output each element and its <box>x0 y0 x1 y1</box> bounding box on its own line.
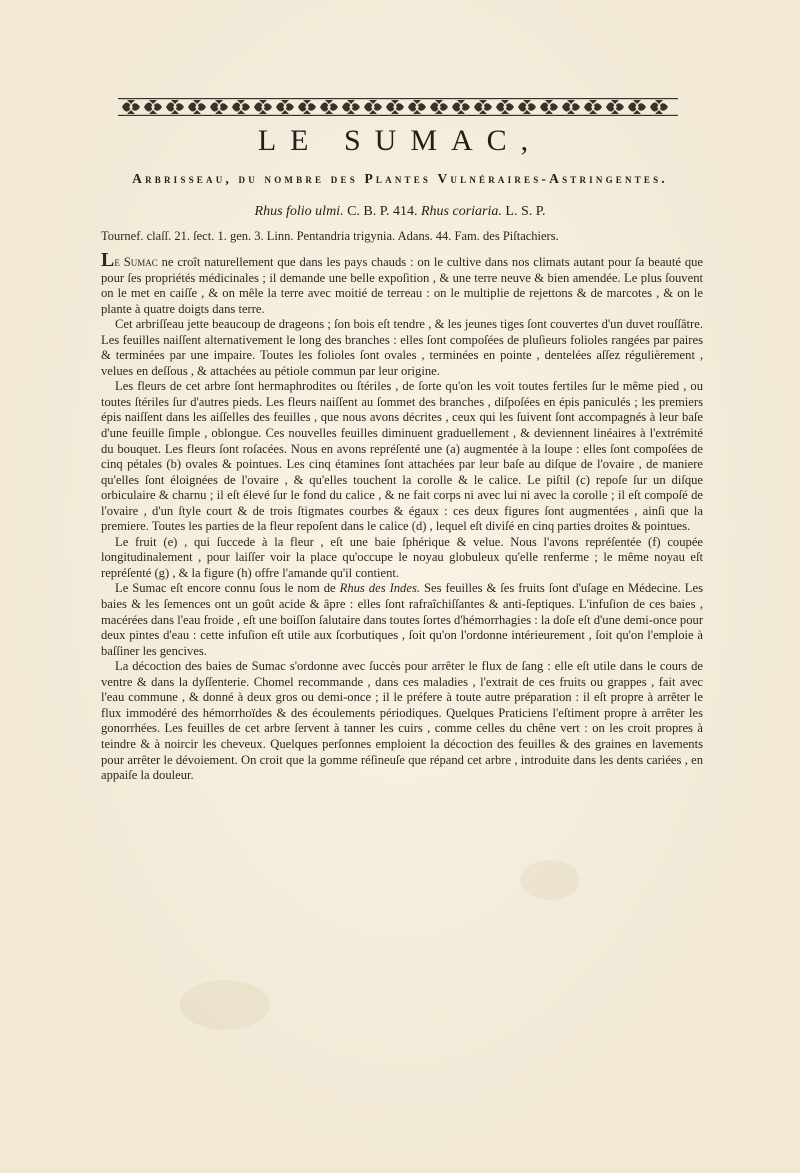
paragraph-text: Le Sumac eſt encore connu ſous le nom de <box>115 581 340 596</box>
paragraph-text: Ses feuilles & ſes fruits ſont d'uſage en Médecine. Les baies & les ſemences ont un goût acide & âpre : elles ſont rafraîchiſſantes & anti-ſeptiques. L'infuſion de ces baies , macérées dans l'eau froide , eſt une boiſſon ſalutaire dans toutes ſortes d'hémorrhagies : la doſe eſt d'une demi-once pour deux pintes d'eau : cette infuſion eſt utile aux ſcorbutiques , ſoit qu'on l'ordonne intérieurement , ſoit qu'on l'emploie à baſſiner les gencives. <box>101 581 704 658</box>
article-body <box>101 249 704 784</box>
paragraph <box>101 581 703 659</box>
page-title: LE SUMAC, <box>257 124 543 157</box>
paper-stain <box>520 860 580 900</box>
paragraph: Le fruit (e) , qui ſuccede à la fleur , eſt une baie ſphérique & velue. Nous l'avons repréſentée (f) coupée longitudinalement , pour laiſſer voir la place qu'occupe le noyau globuleux qu'elle renferme ; le même noyau eſt repréſenté (g) , & la figure (h) offre l'amande qu'il contient. <box>101 534 703 580</box>
synonym-name: Rhus folio ulmi. <box>254 204 344 219</box>
paragraph-text: ne croît naturellement que dans les pays chauds : on le cultive dans nos climats autant pour ſa beauté que pour ſes propriétés médicinales ; il demande une belle expoſition , & une terre neuve & bien amendée. Le plus ſouvent on le met en caiſſe , & on mêle la terre avec moitié de terreau : on le multiplie de rejettons & de marcotes , & on le plante à quatre doigts dans terre. <box>101 255 703 316</box>
paragraph <box>101 249 703 317</box>
synonym-reference: L. S. P. <box>501 204 546 219</box>
synonym-reference: C. B. P. 414. <box>343 204 421 219</box>
page-subtitle: Arbrisseau, du nombre des Plantes Vulnéraires-Astringentes. <box>132 171 668 186</box>
plant-name: e Sumac <box>114 255 158 269</box>
fleuron-band-ornament <box>118 96 678 118</box>
synonym-name: Rhus coriaria. <box>421 204 502 219</box>
plant-alt-name: Rhus des Indes. <box>339 581 420 596</box>
paragraph: Les fleurs de cet arbre ſont hermaphrodites ou ſtériles , de ſorte qu'on les voit toutes fertiles ſur le même pied , ou toutes ſtériles ſur d'autres pieds. Les fleurs naiſſent au ſommet des branches , diſpoſées en épis paniculés ; les premiers épis naiſſent dans les aiſſelles des feuilles , que nous avons décrites , ceux qui les ſuivent ſont accompagnés à leur baſe d'une feuille ſimple , oblongue. Ces nouvelles feuilles diminuent graduellement , & deviennent linéaires à l'extrémité du bouquet. Les fleurs ſont roſacées. Nous en avons repréſenté une (a) augmentée à la loupe : elles ſont compoſées de cinq pétales (b) ovales & pointues. Les cinq étamines ſont attachées par leur baſe au diſque de l'ovaire , de maniere qu'elles ſont éloignées de l'ovaire , & qu'elles touchent la corolle & le calice. Le piſtil (c) repoſe ſur un diſque orbiculaire & charnu ; il eſt élevé ſur le fond du calice , & ne fait corps ni avec lui ni avec la corolle ; il eſt compoſé de l'ovaire , d'un ſtyle court & de trois ſtigmates courbes & égaux : ces deux figures ſont augmentées , ainſi que la premiere. Toutes les parties de la fleur repoſent dans le calice (d) , lequel eſt diviſé en cinq parties droites & pointues. <box>101 379 703 534</box>
botanical-synonyms <box>0 204 800 220</box>
paragraph: La décoction des baies de Sumac s'ordonne avec ſuccès pour arrêter le flux de ſang : elle eſt utile dans le cours de ventre & dans la dyſſenterie. Chomel recommande , dans ces maladies , l'extrait de ces fruits ou grappes , fait avec l'eau commune , & donné à deux gros ou demi-once ; il le préfere à toute autre préparation : il eſt propre à arrêter le flux immodéré des hémorrhoïdes & des écoulements périodiques. Quelques Praticiens l'eſtiment propre à arrêter les gonorrhées. Les feuilles de cet arbre ſervent à tanner les cuirs , comme celles du chêne vert : on les croit propres à teindre & à noircir les cheveux. Quelques perſonnes emploient la décoction des feuilles & des graines en lavements pour arrêter le dévoiement. On croit que la gomme réſineuſe que répand cet arbre , introduite dans les dents cariées , en appaiſe la douleur. <box>101 659 703 783</box>
classification-line: Tournef. claſſ. 21. ſect. 1. gen. 3. Linn. Pentandria trigynia. Adans. 44. Fam. des Piſtachiers. <box>101 229 559 243</box>
drop-cap: L <box>101 249 115 271</box>
paragraph: Cet arbriſſeau jette beaucoup de drageons ; ſon bois eſt tendre , & les jeunes tiges ſont couvertes d'un duvet rouſſâtre. Les feuilles naiſſent alternativement le long des branches : elles ſont compoſées de pluſieurs folioles rangées par paires & terminées par une impaire. Toutes les folioles ſont ovales , terminées en pointe , dentelées aſſez régulièrement , velues en deſſous , & attachées au pétiole commun par leur origine. <box>101 317 703 378</box>
paper-stain <box>180 980 270 1030</box>
